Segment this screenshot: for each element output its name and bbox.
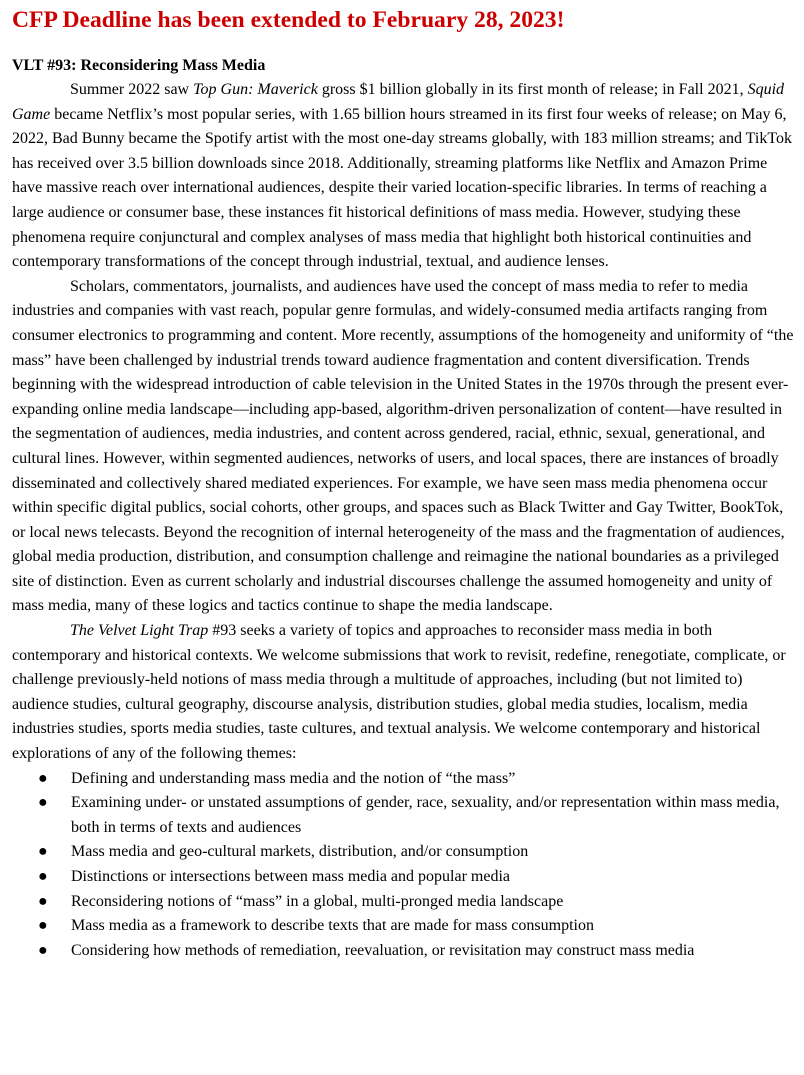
bullet-icon: ● xyxy=(38,941,48,959)
theme-text: Examining under- or unstated assumptions of gender, race, sexuality, and/or representation within mass media, both in terms of texts and audiences xyxy=(71,794,780,836)
p3-text: #93 seeks a variety of topics and approaches to reconsider mass media in both contemporary and historical contexts. We welcome submissions that work to revisit, redefine, renegotiate, complicate, or challenge previously-held notions of mass media through a multitude of approaches, including (but not limited to) audience studies, cultural geography, discourse analysis, distribution studies, global media studies, localism, media industries studies, sports media studies, taste cultures, and textual analysis. We welcome contemporary and historical explorations of any of the following themes: xyxy=(12,622,786,763)
paragraph-1 xyxy=(12,78,794,275)
theme-text: Distinctions or intersections between mass media and popular media xyxy=(71,868,510,885)
p1-text-c: became Netflix’s most popular series, with 1.65 billion hours streamed in its first four weeks of release; on May 6, 2022, Bad Bunny became the Spotify artist with the most one-day streams globally, with 183 million streams; and TikTok has received over 3.5 billion downloads since 2018. Additionally, streaming platforms like Netflix and Amazon Prime have massive reach over international audiences, despite their varied location-specific libraries. In terms of reaching a large audience or consumer base, these instances fit historical definitions of mass media. However, studying these phenomena require conjunctural and complex analyses of mass media that highlight both historical continuities and contemporary transformations of the concept through industrial, textual, and audience lenses. xyxy=(12,105,792,271)
bullet-icon: ● xyxy=(38,769,48,787)
theme-item xyxy=(12,914,794,939)
theme-item xyxy=(12,767,794,792)
theme-item xyxy=(12,840,794,865)
p1-title-squid-game: Squid Game xyxy=(12,81,785,123)
theme-item xyxy=(12,890,794,915)
bullet-icon: ● xyxy=(38,892,48,910)
theme-item xyxy=(12,791,794,840)
p3-journal-title: The Velvet Light Trap xyxy=(70,622,209,640)
p1-text-a: Summer 2022 saw xyxy=(70,81,194,98)
p1-text-b: gross $1 billion globally in its first month of release; in Fall 2021, xyxy=(317,81,748,98)
themes-list xyxy=(12,767,794,964)
bullet-icon: ● xyxy=(38,843,48,861)
theme-text: Mass media and geo-cultural markets, distribution, and/or consumption xyxy=(71,843,529,861)
paragraph-2: Scholars, commentators, journalists, and audiences have used the concept of mass media to refer to media industries and companies with vast reach, popular genre formulas, and widely-consumed media artifacts ranging from consumer electronics to programming and content. More recently, assumptions of the homogeneity and uniformity of “the mass” have been challenged by industrial trends toward audience fragmentation and content diversification. Trends beginning with the widespread introduction of cable television in the United States in the 1970s through the present ever-expanding online media landscape—including app-based, algorithm-driven personalization of content—have resulted in the segmentation of audiences, media industries, and content across gendered, racial, ethnic, sexual, generational, and cultural lines. However, within segmented audiences, networks of users, and local spaces, there are instances of broadly disseminated and collectively shared mediated experiences. For example, we have seen mass media phenomena occur within specific digital publics, social cohorts, other groups, and spaces such as Black Twitter and Gay Twitter, BookTok, or local news telecasts. Beyond the recognition of internal heterogeneity of the mass and the fragmentation of audiences, global media production, distribution, and consumption challenge and reimagine the national boundaries as a privileged site of distinction. Even as current scholarly and industrial discourses challenge the assumed homogeneity and unity of mass media, many of these logics and tactics continue to shape the media landscape. xyxy=(12,277,794,615)
p1-title-top-gun: Top Gun: Maverick xyxy=(193,81,318,98)
bullet-icon: ● xyxy=(38,917,48,935)
bullet-icon: ● xyxy=(38,868,48,885)
theme-text: Defining and understanding mass media and the notion of “the mass” xyxy=(71,769,516,787)
theme-text: Mass media as a framework to describe texts that are made for mass consumption xyxy=(71,917,594,935)
theme-item xyxy=(12,939,794,964)
deadline-banner: CFP Deadline has been extended to February 28, 2023! xyxy=(12,7,565,33)
theme-text: Considering how methods of remediation, reevaluation, or revisitation may construct mass media xyxy=(71,941,695,959)
bullet-icon: ● xyxy=(38,794,48,812)
issue-heading: VLT #93: Reconsidering Mass Media xyxy=(12,57,266,74)
theme-text: Reconsidering notions of “mass” in a global, multi-pronged media landscape xyxy=(71,892,564,910)
paragraph-3 xyxy=(12,619,794,767)
theme-item xyxy=(12,865,794,890)
